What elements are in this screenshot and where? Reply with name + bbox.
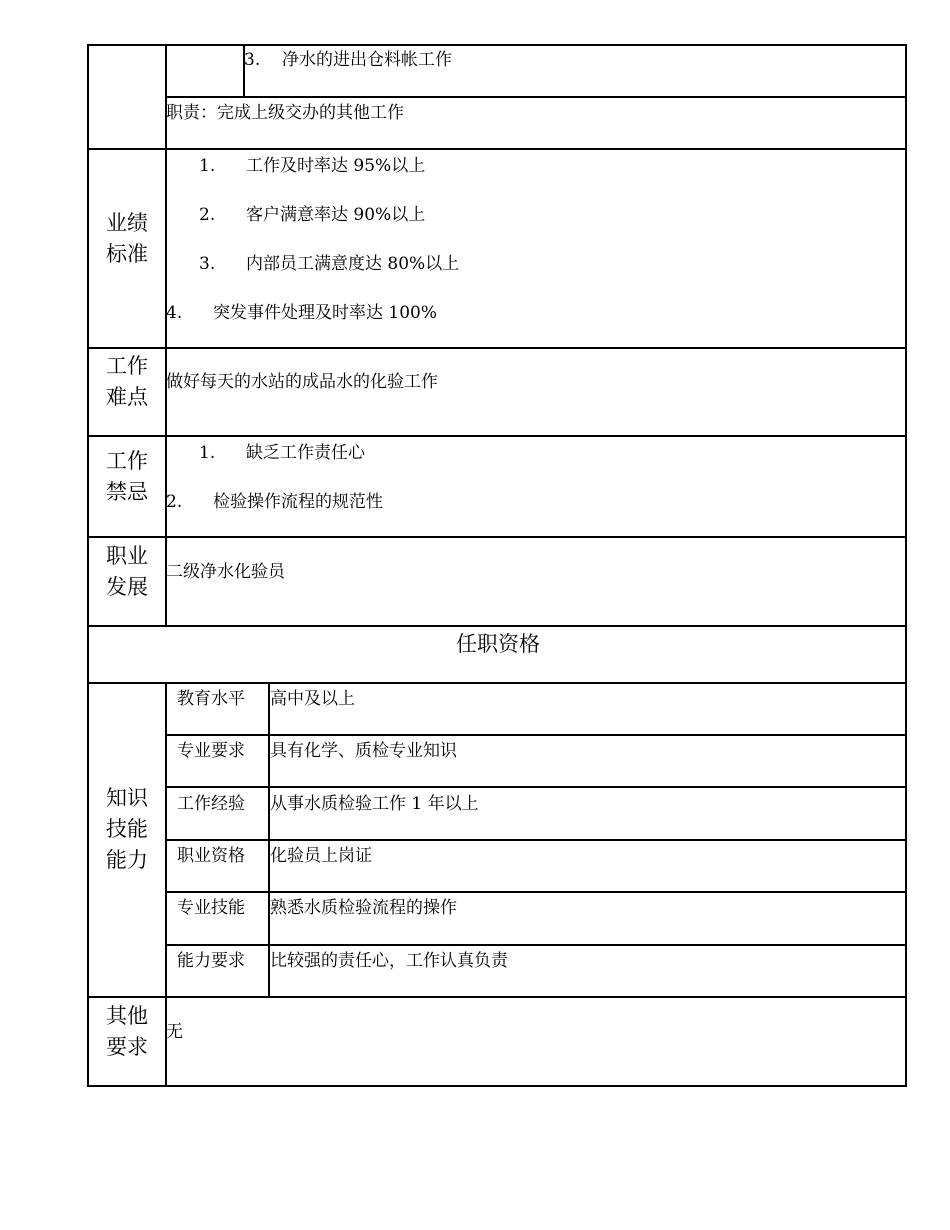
table-border-bottom [87, 1085, 907, 1087]
other-label [88, 1001, 166, 1063]
knowledge-row-line [165, 944, 907, 946]
qualification-key: 职业资格 [177, 846, 245, 866]
knowledge-row-line [165, 734, 907, 736]
row-line-other [87, 996, 907, 998]
row-line-performance [87, 148, 907, 150]
career-text: 二级净水化验员 [166, 562, 285, 582]
qualification-value: 化验员上岗证 [270, 846, 372, 866]
row-line-qualification-title [87, 625, 907, 627]
performance-item-number: 1. [199, 156, 216, 176]
duty-item-number: 3. [244, 50, 261, 70]
prohibition-item-text: 缺乏工作责任心 [246, 443, 365, 463]
qualification-key: 专业技能 [177, 898, 245, 918]
difficulty-label-text: 工作 难点 [106, 354, 148, 409]
duty-item-text: 净水的进出仓料帐工作 [282, 50, 452, 70]
performance-item-text: 内部员工满意度达 80%以上 [246, 254, 460, 274]
prohibitions-label [88, 446, 166, 508]
other-duty-text: 职责：完成上级交办的其他工作 [166, 103, 404, 123]
row-line-duty [165, 96, 907, 98]
performance-item-text: 工作及时率达 95%以上 [246, 156, 426, 176]
qualification-title: 任职资格 [456, 632, 540, 656]
performance-item-number: 3. [199, 254, 216, 274]
qualification-key: 工作经验 [177, 794, 245, 814]
knowledge-row-line [165, 891, 907, 893]
career-label [88, 541, 166, 603]
knowledge-label [88, 783, 166, 876]
row-line-difficulty [87, 347, 907, 349]
prohibition-item-text: 检验操作流程的规范性 [213, 492, 383, 512]
row-line-prohibitions [87, 435, 907, 437]
performance-item-number: 4. [166, 303, 183, 323]
prohibition-item-number: 1. [199, 443, 216, 463]
prohibition-item-number: 2. [166, 492, 183, 512]
other-text: 无 [166, 1022, 183, 1042]
qualification-key: 能力要求 [177, 951, 245, 971]
performance-item-number: 2. [199, 205, 216, 225]
label-column-divider [165, 44, 167, 627]
difficulty-text: 做好每天的水站的成品水的化验工作 [166, 372, 438, 392]
knowledge-row-line [165, 839, 907, 841]
row-line-career [87, 536, 907, 538]
qualification-value: 比较强的责任心，工作认真负责 [270, 951, 508, 971]
qualification-key: 教育水平 [177, 689, 245, 709]
table-border-top [87, 44, 907, 46]
table-border-right [905, 44, 907, 1086]
qualification-key: 专业要求 [177, 741, 245, 761]
qualification-value: 高中及以上 [270, 689, 355, 709]
performance-label [88, 208, 166, 270]
other-label-text: 其他 要求 [106, 1004, 148, 1059]
performance-label-text: 业绩 标准 [106, 211, 148, 266]
performance-item-text: 突发事件处理及时率达 100% [213, 303, 438, 323]
knowledge-label-text: 知识 技能 能力 [106, 786, 148, 872]
career-label-text: 职业 发展 [106, 544, 148, 599]
qualification-value: 从事水质检验工作 1 年以上 [270, 794, 479, 814]
qualification-value: 具有化学、质检专业知识 [270, 741, 457, 761]
prohibitions-label-text: 工作 禁忌 [106, 449, 148, 504]
qualification-value: 熟悉水质检验流程的操作 [270, 898, 457, 918]
row-line-knowledge [87, 682, 907, 684]
difficulty-label [88, 351, 166, 413]
performance-item-text: 客户满意率达 90%以上 [246, 205, 426, 225]
knowledge-row-line [165, 786, 907, 788]
